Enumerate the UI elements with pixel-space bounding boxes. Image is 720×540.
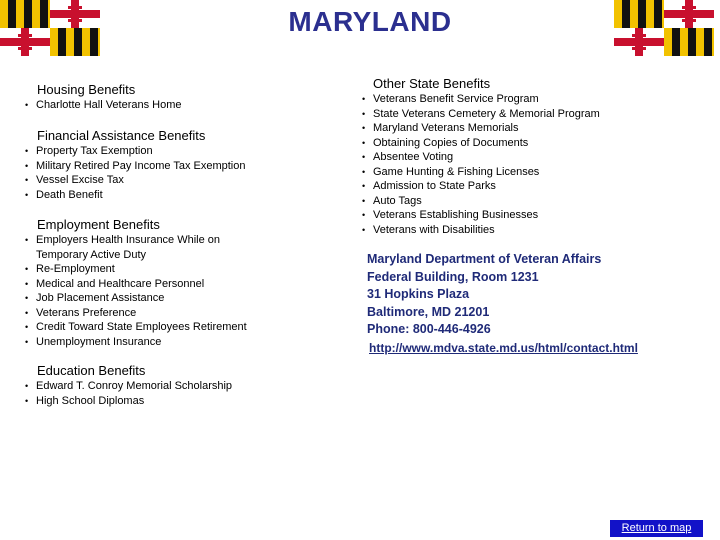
- financial-heading: Financial Assistance Benefits: [37, 128, 206, 143]
- list-item: • Property Tax Exemption: [22, 144, 322, 159]
- list-item: • Absentee Voting: [359, 150, 659, 165]
- education-list: [22, 379, 292, 408]
- list-item: • Veterans with Disabilities: [359, 223, 659, 238]
- list-item: • Unemployment Insurance: [22, 335, 292, 350]
- contact-link[interactable]: http://www.mdva.state.md.us/html/contact.html: [369, 341, 638, 355]
- other-benefits-heading: Other State Benefits: [373, 76, 491, 91]
- list-item: • Veterans Preference: [22, 306, 292, 321]
- financial-list: [22, 144, 322, 202]
- list-item: • Maryland Veterans Memorials: [359, 121, 659, 136]
- list-item: • Game Hunting & Fishing Licenses: [359, 165, 659, 180]
- list-item: • Edward T. Conroy Memorial Scholarship: [22, 379, 292, 394]
- education-heading: Education Benefits: [37, 363, 146, 378]
- list-item: • Medical and Healthcare Personnel: [22, 277, 292, 292]
- list-item: • State Veterans Cemetery & Memorial Program: [359, 107, 659, 122]
- contact-block: [367, 251, 601, 339]
- employment-heading: Employment Benefits: [37, 217, 160, 232]
- list-item: • Employers Health Insurance While on Temporary Active Duty: [22, 233, 251, 262]
- contact-building: Federal Building, Room 1231: [367, 269, 539, 284]
- list-item: • Credit Toward State Employees Retirement: [22, 320, 292, 335]
- list-item: • Obtaining Copies of Documents: [359, 136, 659, 151]
- list-item: • Military Retired Pay Income Tax Exemption: [22, 159, 322, 174]
- maryland-flag-icon: [614, 0, 714, 56]
- list-item: • Death Benefit: [22, 188, 322, 203]
- housing-list: [22, 98, 252, 113]
- list-item: • Veterans Benefit Service Program: [359, 92, 659, 107]
- contact-phone: Phone: 800-446-4926: [367, 322, 491, 336]
- return-to-map-button[interactable]: Return to map: [610, 520, 703, 537]
- contact-city: Baltimore, MD 21201: [367, 304, 490, 319]
- page-title: MARYLAND: [288, 6, 452, 37]
- other-benefits-list: [359, 92, 659, 237]
- list-item: • Job Placement Assistance: [22, 291, 292, 306]
- list-item: • Charlotte Hall Veterans Home: [22, 98, 252, 113]
- list-item: • Admission to State Parks: [359, 179, 659, 194]
- list-item: • Re-Employment: [22, 262, 292, 277]
- contact-street: 31 Hopkins Plaza: [367, 287, 470, 301]
- list-item: • Veterans Establishing Businesses: [359, 208, 659, 223]
- contact-org: Maryland Department of Veteran Affairs: [367, 252, 602, 266]
- housing-heading: Housing Benefits: [37, 82, 136, 97]
- list-item: • Vessel Excise Tax: [22, 173, 322, 188]
- list-item: • Auto Tags: [359, 194, 659, 209]
- list-item: • High School Diplomas: [22, 394, 292, 409]
- employment-list: [22, 233, 292, 349]
